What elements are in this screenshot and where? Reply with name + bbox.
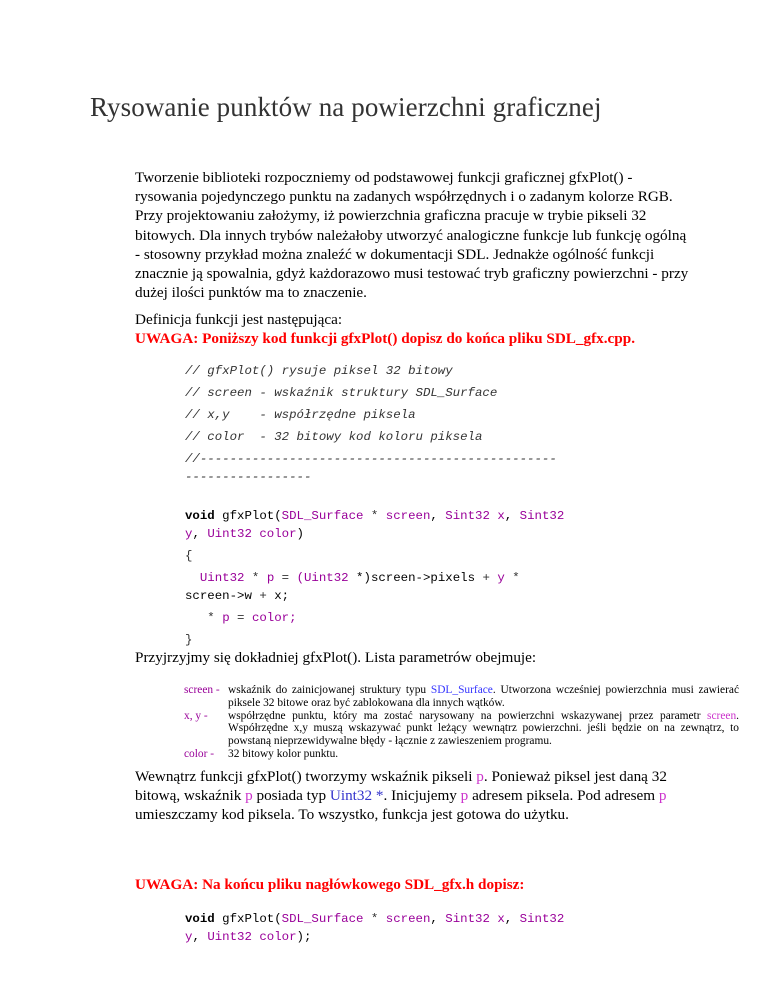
code-identifier: screen — [385, 912, 431, 926]
code-operator: * — [363, 509, 386, 523]
code-operator: = — [229, 611, 252, 625]
code-operator: * — [504, 571, 520, 585]
explain-text: umieszczamy kod piksela. To wszystko, funkcja jest gotowa do użytku. — [135, 806, 569, 824]
code-body-line — [185, 611, 297, 625]
code-brace: } — [185, 633, 193, 647]
parameter-description — [228, 710, 739, 748]
code-identifier: y — [497, 571, 505, 585]
code-separator: , — [430, 912, 446, 926]
explain-text: adresem piksela. Pod adresem — [468, 787, 659, 805]
code-body-line — [185, 571, 520, 585]
params-intro: Przyjrzyjmy się dokładniej gfxPlot(). Lista parametrów obejmuje: — [135, 649, 537, 666]
code-operator: + — [475, 571, 498, 585]
warning-note-2: UWAGA: Na końcu pliku nagłówkowego SDL_gfx.h dopisz: — [135, 876, 525, 893]
code-comment-line: // x,y - współrzędne piksela — [185, 408, 416, 422]
parameter-item-screen — [184, 684, 739, 710]
code-keyword: void — [185, 509, 215, 523]
parameter-item-xy — [184, 710, 739, 748]
code-operator: * — [363, 912, 386, 926]
code-separator: , — [430, 509, 446, 523]
code-function-name: gfxPlot( — [214, 509, 282, 523]
code-identifier: p — [222, 611, 230, 625]
code-type: SDL_Surface — [281, 912, 364, 926]
code-comment-line: ----------------- — [185, 470, 312, 484]
code-operator: + — [251, 589, 275, 603]
code-signature-line — [185, 527, 304, 541]
parameter-list — [184, 684, 739, 761]
code-type: Sint32 — [519, 912, 565, 926]
type-reference: SDL_Surface — [430, 684, 493, 696]
identifier-reference: p — [658, 787, 667, 805]
code-expression: color; — [251, 611, 297, 625]
code-separator: , — [192, 930, 208, 944]
warning-note-1: UWAGA: Poniższy kod funkcji gfxPlot() dopisz do końca pliku SDL_gfx.cpp. — [135, 330, 635, 347]
code-separator: , — [192, 527, 208, 541]
code-type: Sint32 x — [445, 509, 505, 523]
code-type: Uint32 color — [207, 930, 297, 944]
parameter-reference: screen — [707, 709, 737, 722]
parameter-item-color — [184, 748, 739, 761]
code-brace: { — [185, 549, 193, 563]
identifier-reference: p — [476, 768, 484, 785]
code-operator: * — [185, 611, 223, 625]
code-operator: * — [244, 571, 267, 585]
code-comment-line: // gfxPlot() rysuje piksel 32 bitowy — [185, 364, 453, 378]
code-identifier: screen — [385, 509, 431, 523]
code-separator: , — [504, 509, 520, 523]
type-reference: Uint32 * — [329, 787, 384, 805]
explain-text: posiada typ — [252, 787, 330, 805]
code-signature-line — [185, 912, 564, 926]
code-comment-line: // screen - wskaźnik struktury SDL_Surface — [185, 386, 498, 400]
parameter-name: color - — [184, 747, 215, 760]
code-identifier: y — [185, 527, 193, 541]
explain-text: Wewnątrz funkcji gfxPlot() tworzymy wskaźnik pikseli — [135, 768, 477, 785]
code-function-name: gfxPlot( — [214, 912, 282, 926]
code-cast: (Uint32 — [296, 571, 349, 585]
code-signature-line — [185, 930, 311, 944]
code-operator: *) — [348, 571, 371, 585]
code-identifier: y — [185, 930, 193, 944]
parameter-text: . Współrzędne x,y muszą wskazywać punkt leżący wewnątrz powierzchni. jeśli będzie on na zewnątrz, to powstaną nieprzewidywalne błędy - łącznie z zawieszeniem programu. — [228, 709, 739, 748]
identifier-reference: p — [460, 787, 469, 805]
code-operator: = — [274, 571, 297, 585]
code-type: Sint32 x — [445, 912, 505, 926]
code-type: Uint32 — [185, 571, 245, 585]
page-title: Rysowanie punktów na powierzchni graficznej — [90, 92, 602, 122]
parameter-description — [228, 684, 739, 710]
explain-text: . Inicjujemy — [383, 787, 461, 805]
code-expression: x; — [274, 589, 290, 603]
code-type: Uint32 color — [207, 527, 297, 541]
code-expression: screen->pixels — [370, 571, 476, 585]
code-paren: ) — [296, 527, 304, 541]
intro-paragraph: Tworzenie biblioteki rozpoczniemy od podstawowej funkcji graficznej gfxPlot() - rysowania pojedynczego punktu na zadanych współrzędnych i o zadanym kolorze RGB. Przy projektowaniu założymy, iż powierzchnia graficzna pracuje w trybie pikseli 32 bitowych. Dla innych trybów należałoby utworzyć analogiczne funkcje lub funkcję ogólną - stosowny przykład można znaleźć w dokumentacji SDL. Jednakże ogólność funkcji znacznie ją spowalnia, gdyż każdorazowo musi testować tryb graficzny powierzchni - przy dużej ilości punktów ma to znaczenie. — [135, 169, 689, 302]
parameter-name: x, y - — [184, 709, 208, 722]
code-body-line — [185, 589, 289, 603]
code-paren: ); — [296, 930, 312, 944]
code-comment-line: //------------------------------------------------ — [185, 452, 557, 466]
code-type: Sint32 — [519, 509, 565, 523]
parameter-text: współrzędne punktu, który ma zostać narysowany na powierzchni wskazywanej przez parametr — [228, 709, 708, 722]
code-type: SDL_Surface — [281, 509, 364, 523]
code-identifier: p — [266, 571, 275, 585]
explain-text: . Ponieważ piksel jest daną 32 bitową, wskaźnik — [135, 768, 667, 805]
code-expression: screen->w — [185, 589, 252, 603]
code-keyword: void — [185, 912, 215, 926]
identifier-reference: p — [245, 787, 253, 805]
parameter-description: 32 bitowy kolor punktu. — [228, 747, 339, 760]
code-separator: , — [504, 912, 520, 926]
code-signature-line — [185, 509, 564, 523]
parameter-name: screen - — [184, 684, 220, 696]
parameter-text: . Utworzona wcześniej powierzchnia musi zawierać piksele 32 bitowe oraz być zablokowana dla innych wątków. — [228, 684, 739, 709]
explanation-paragraph — [135, 767, 695, 825]
code-comment-line: // color - 32 bitowy kod koloru piksela — [185, 430, 483, 444]
definition-line: Definicja funkcji jest następująca: — [135, 311, 343, 328]
parameter-text: wskaźnik do zainicjowanej struktury typu — [228, 684, 431, 696]
